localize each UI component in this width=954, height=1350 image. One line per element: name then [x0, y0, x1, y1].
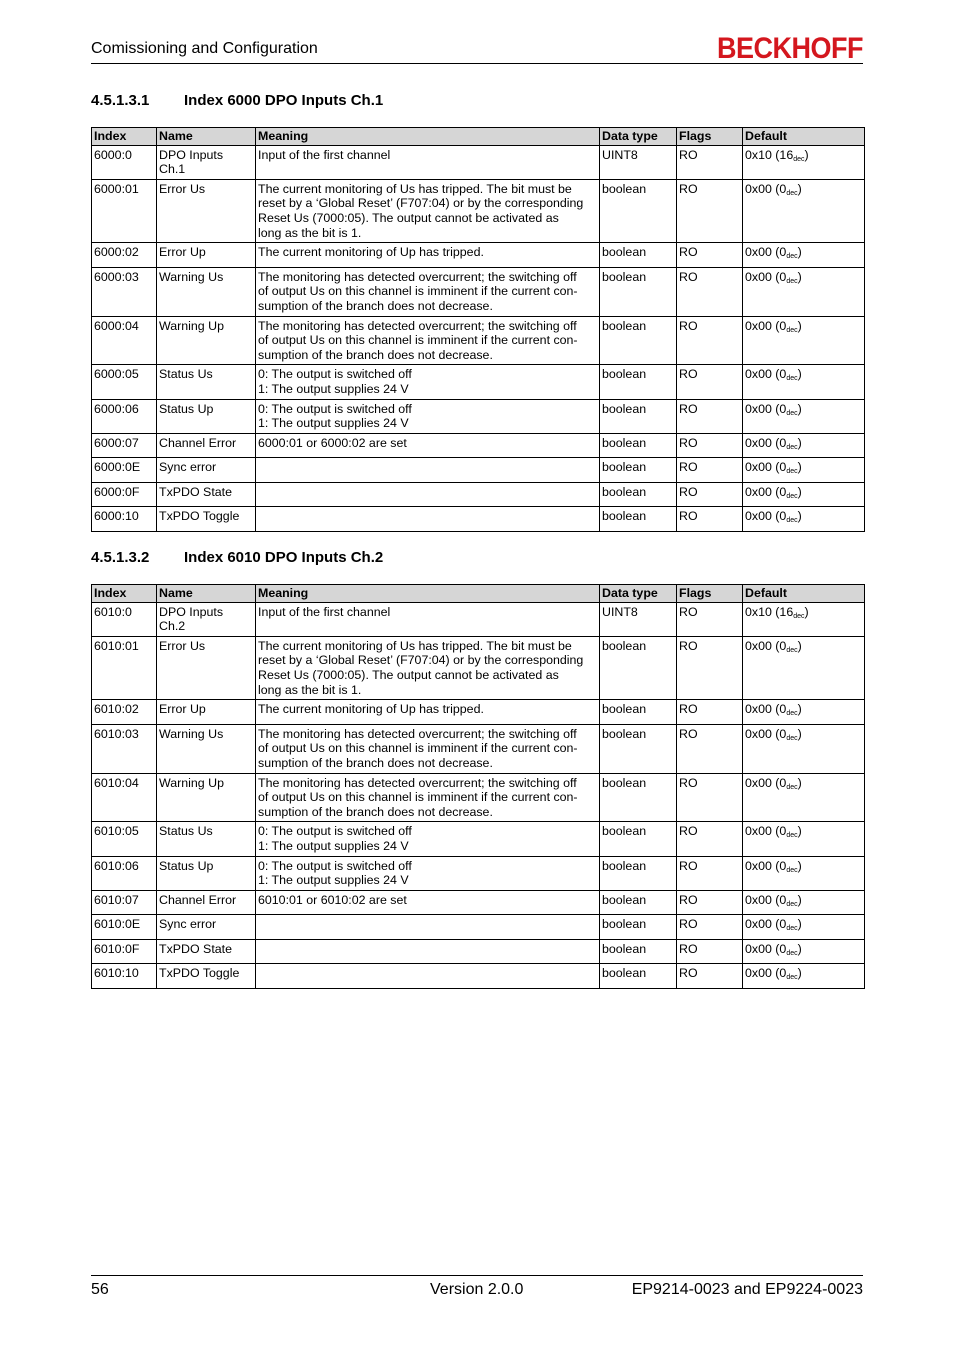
cell-name: Error Us	[157, 636, 256, 699]
cell-data-type: boolean	[600, 365, 677, 399]
cell-meaning: The monitoring has detected overcurrent; the switching off of output Us on this channel is imminent if the current con- sumption of the branch does not decrease.	[256, 724, 600, 773]
cell-index: 6000:05	[92, 365, 157, 399]
section-title: Index 6000 DPO Inputs Ch.1	[184, 92, 384, 109]
table-row	[92, 243, 865, 268]
footer-version: Version 2.0.0	[430, 1281, 524, 1298]
cell-index: 6000:10	[92, 507, 157, 532]
cell-data-type: boolean	[600, 179, 677, 242]
default-value: 0x00 (0	[745, 245, 787, 260]
cell-flags: RO	[677, 822, 743, 856]
cell-data-type: boolean	[600, 482, 677, 507]
cell-default	[743, 636, 865, 699]
cell-flags: RO	[677, 939, 743, 964]
cell-meaning	[256, 482, 600, 507]
default-subscript: dec	[786, 277, 798, 285]
table-row	[92, 365, 865, 399]
cell-meaning: 0: The output is switched off 1: The output supplies 24 V	[256, 856, 600, 890]
cell-index: 6010:01	[92, 636, 157, 699]
cell-data-type: boolean	[600, 399, 677, 433]
default-subscript: dec	[786, 326, 798, 334]
default-subscript: dec	[786, 492, 798, 500]
table-row	[92, 915, 865, 940]
table-row	[92, 145, 865, 179]
cell-index: 6000:01	[92, 179, 157, 242]
default-value: 0x00 (0	[745, 726, 787, 741]
default-subscript: dec	[786, 443, 798, 451]
cell-name: TxPDO Toggle	[157, 507, 256, 532]
cell-name: Channel Error	[157, 890, 256, 915]
cell-data-type: boolean	[600, 267, 677, 316]
cell-data-type: boolean	[600, 822, 677, 856]
cell-index: 6010:07	[92, 890, 157, 915]
cell-name: Warning Us	[157, 267, 256, 316]
cell-name: Warning Up	[157, 316, 256, 365]
cell-meaning	[256, 507, 600, 532]
footer-page-number: 56	[91, 1281, 109, 1298]
default-value: 0x00 (0	[745, 858, 787, 873]
footer-rule	[91, 1275, 863, 1276]
cell-default	[743, 890, 865, 915]
cell-index: 6010:02	[92, 700, 157, 725]
default-subscript: dec	[786, 468, 798, 476]
cell-meaning: 6010:01 or 6010:02 are set	[256, 890, 600, 915]
cell-flags: RO	[677, 964, 743, 989]
default-value: 0x00 (0	[745, 401, 787, 416]
table-row	[92, 964, 865, 989]
cell-flags: RO	[677, 773, 743, 822]
cell-default	[743, 822, 865, 856]
cell-name: TxPDO State	[157, 482, 256, 507]
cell-meaning: The monitoring has detected overcurrent; the switching off of output Us on this channel is imminent if the current con- sumption of the branch does not decrease.	[256, 267, 600, 316]
default-close: )	[797, 892, 802, 907]
default-subscript: dec	[786, 900, 798, 908]
default-close: )	[797, 824, 802, 839]
cell-meaning	[256, 964, 600, 989]
cell-default	[743, 399, 865, 433]
cell-index: 6000:0E	[92, 458, 157, 483]
cell-default	[743, 482, 865, 507]
page-header-title: Comissioning and Configuration	[91, 40, 318, 57]
cell-name: Error Up	[157, 700, 256, 725]
default-value: 0x00 (0	[745, 775, 787, 790]
default-subscript: dec	[793, 612, 805, 620]
cell-name: Status Us	[157, 822, 256, 856]
cell-name: Status Up	[157, 399, 256, 433]
default-subscript: dec	[786, 974, 798, 982]
cell-meaning: 0: The output is switched off 1: The output supplies 24 V	[256, 365, 600, 399]
column-header-flags: Flags	[677, 585, 743, 603]
default-subscript: dec	[786, 253, 798, 261]
table-row	[92, 939, 865, 964]
default-subscript: dec	[786, 710, 798, 718]
cell-flags: RO	[677, 890, 743, 915]
table-row	[92, 724, 865, 773]
cell-index: 6000:07	[92, 433, 157, 458]
cell-data-type: UINT8	[600, 145, 677, 179]
cell-name: DPO Inputs Ch.1	[157, 145, 256, 179]
cell-flags: RO	[677, 602, 743, 636]
default-close: )	[797, 702, 802, 717]
default-close: )	[797, 941, 802, 956]
default-close: )	[797, 966, 802, 981]
cell-meaning: The monitoring has detected overcurrent; the switching off of output Us on this channel is imminent if the current con- sumption of the branch does not decrease.	[256, 316, 600, 365]
cell-index: 6010:0E	[92, 915, 157, 940]
section-heading-1	[91, 92, 383, 109]
cell-name: Sync error	[157, 915, 256, 940]
cell-flags: RO	[677, 507, 743, 532]
default-value: 0x00 (0	[745, 484, 787, 499]
column-header-data-type: Data type	[600, 585, 677, 603]
cell-data-type: boolean	[600, 964, 677, 989]
default-subscript: dec	[786, 409, 798, 417]
cell-flags: RO	[677, 365, 743, 399]
cell-default	[743, 724, 865, 773]
cell-default	[743, 915, 865, 940]
default-subscript: dec	[786, 832, 798, 840]
default-close: )	[797, 367, 802, 382]
default-value: 0x00 (0	[745, 702, 787, 717]
cell-meaning	[256, 915, 600, 940]
default-value: 0x00 (0	[745, 460, 787, 475]
default-subscript: dec	[786, 517, 798, 525]
table-row	[92, 399, 865, 433]
cell-name: Warning Us	[157, 724, 256, 773]
cell-flags: RO	[677, 700, 743, 725]
default-value: 0x00 (0	[745, 435, 787, 450]
table-row	[92, 636, 865, 699]
default-subscript: dec	[793, 155, 805, 163]
default-value: 0x00 (0	[745, 941, 787, 956]
cell-index: 6010:0F	[92, 939, 157, 964]
cell-flags: RO	[677, 458, 743, 483]
cell-index: 6000:02	[92, 243, 157, 268]
section-title: Index 6010 DPO Inputs Ch.2	[184, 549, 384, 566]
default-value: 0x00 (0	[745, 509, 787, 524]
default-value: 0x00 (0	[745, 917, 787, 932]
cell-name: Sync error	[157, 458, 256, 483]
cell-flags: RO	[677, 915, 743, 940]
cell-flags: RO	[677, 243, 743, 268]
cell-meaning: 6000:01 or 6000:02 are set	[256, 433, 600, 458]
cell-index: 6000:0	[92, 145, 157, 179]
default-close: )	[797, 484, 802, 499]
cell-meaning: The current monitoring of Up has tripped.	[256, 700, 600, 725]
cell-index: 6010:03	[92, 724, 157, 773]
default-value: 0x00 (0	[745, 367, 787, 382]
table-row	[92, 458, 865, 483]
cell-data-type: boolean	[600, 243, 677, 268]
cell-name: DPO Inputs Ch.2	[157, 602, 256, 636]
cell-name: Error Us	[157, 179, 256, 242]
cell-data-type: boolean	[600, 636, 677, 699]
default-close: )	[797, 269, 802, 284]
table-row	[92, 433, 865, 458]
cell-default	[743, 700, 865, 725]
default-subscript: dec	[786, 925, 798, 933]
cell-default	[743, 433, 865, 458]
default-close: )	[797, 401, 802, 416]
object-table-6000	[91, 127, 865, 532]
default-subscript: dec	[786, 375, 798, 383]
default-value: 0x00 (0	[745, 269, 787, 284]
section-heading-2	[91, 549, 383, 566]
cell-meaning: Input of the first channel	[256, 602, 600, 636]
default-close: )	[797, 775, 802, 790]
section-number: 4.5.1.3.2	[91, 549, 150, 566]
cell-data-type: boolean	[600, 915, 677, 940]
cell-data-type: boolean	[600, 939, 677, 964]
cell-default	[743, 145, 865, 179]
table-row	[92, 179, 865, 242]
cell-index: 6010:10	[92, 964, 157, 989]
cell-default	[743, 243, 865, 268]
cell-default	[743, 602, 865, 636]
footer-product: EP9214-0023 and EP9224-0023	[631, 1281, 863, 1298]
cell-meaning	[256, 458, 600, 483]
cell-meaning: Input of the first channel	[256, 145, 600, 179]
cell-data-type: boolean	[600, 458, 677, 483]
cell-flags: RO	[677, 482, 743, 507]
default-close: )	[797, 318, 802, 333]
cell-default	[743, 458, 865, 483]
cell-default	[743, 507, 865, 532]
cell-data-type: boolean	[600, 773, 677, 822]
cell-default	[743, 365, 865, 399]
table-row	[92, 482, 865, 507]
column-header-name: Name	[157, 585, 256, 603]
table-header-row	[92, 128, 865, 146]
cell-data-type: boolean	[600, 316, 677, 365]
cell-default	[743, 179, 865, 242]
default-subscript: dec	[786, 189, 798, 197]
table-header-row	[92, 585, 865, 603]
default-close: )	[797, 181, 802, 196]
default-subscript: dec	[786, 734, 798, 742]
cell-index: 6000:04	[92, 316, 157, 365]
cell-default	[743, 773, 865, 822]
default-subscript: dec	[786, 866, 798, 874]
cell-name: TxPDO Toggle	[157, 964, 256, 989]
cell-meaning: The current monitoring of Us has tripped. The bit must be reset by a ‘Global Reset’ (F707:04) or by the corresponding Reset Us (7000:05). The output cannot be activated as long as the bit is 1.	[256, 179, 600, 242]
beckhoff-logo: BECKHOFF	[717, 31, 863, 65]
cell-default	[743, 856, 865, 890]
cell-flags: RO	[677, 267, 743, 316]
cell-flags: RO	[677, 399, 743, 433]
section-number: 4.5.1.3.1	[91, 92, 150, 109]
cell-flags: RO	[677, 179, 743, 242]
cell-index: 6010:05	[92, 822, 157, 856]
cell-data-type: boolean	[600, 890, 677, 915]
default-close: )	[804, 604, 809, 619]
default-value: 0x10 (16	[745, 604, 794, 619]
table-row	[92, 602, 865, 636]
cell-name: Channel Error	[157, 433, 256, 458]
cell-flags: RO	[677, 433, 743, 458]
default-subscript: dec	[786, 949, 798, 957]
default-close: )	[797, 245, 802, 260]
cell-name: Error Up	[157, 243, 256, 268]
cell-flags: RO	[677, 636, 743, 699]
default-value: 0x00 (0	[745, 318, 787, 333]
cell-data-type: boolean	[600, 433, 677, 458]
cell-index: 6010:04	[92, 773, 157, 822]
cell-name: Warning Up	[157, 773, 256, 822]
cell-flags: RO	[677, 145, 743, 179]
default-value: 0x10 (16	[745, 147, 794, 162]
cell-index: 6000:0F	[92, 482, 157, 507]
default-value: 0x00 (0	[745, 892, 787, 907]
cell-meaning: 0: The output is switched off 1: The output supplies 24 V	[256, 399, 600, 433]
column-header-index: Index	[92, 585, 157, 603]
table-row	[92, 890, 865, 915]
cell-default	[743, 267, 865, 316]
cell-data-type: UINT8	[600, 602, 677, 636]
cell-meaning: The current monitoring of Us has tripped. The bit must be reset by a ‘Global Reset’ (F707:04) or by the corresponding Reset Us (7000:05). The output cannot be activated as long as the bit is 1.	[256, 636, 600, 699]
cell-data-type: boolean	[600, 724, 677, 773]
cell-default	[743, 939, 865, 964]
cell-data-type: boolean	[600, 856, 677, 890]
column-header-default: Default	[743, 585, 865, 603]
column-header-flags: Flags	[677, 128, 743, 146]
table-row	[92, 507, 865, 532]
default-close: )	[797, 726, 802, 741]
default-close: )	[797, 509, 802, 524]
column-header-default: Default	[743, 128, 865, 146]
cell-flags: RO	[677, 724, 743, 773]
default-close: )	[804, 147, 809, 162]
cell-meaning: The monitoring has detected overcurrent; the switching off of output Us on this channel is imminent if the current con- sumption of the branch does not decrease.	[256, 773, 600, 822]
cell-name: Status Us	[157, 365, 256, 399]
default-close: )	[797, 460, 802, 475]
default-subscript: dec	[786, 646, 798, 654]
column-header-meaning: Meaning	[256, 128, 600, 146]
cell-index: 6010:06	[92, 856, 157, 890]
column-header-data-type: Data type	[600, 128, 677, 146]
column-header-name: Name	[157, 128, 256, 146]
cell-flags: RO	[677, 316, 743, 365]
object-table-6010	[91, 584, 865, 989]
column-header-meaning: Meaning	[256, 585, 600, 603]
cell-index: 6010:0	[92, 602, 157, 636]
table-row	[92, 773, 865, 822]
table-row	[92, 700, 865, 725]
cell-index: 6000:03	[92, 267, 157, 316]
table-row	[92, 316, 865, 365]
cell-data-type: boolean	[600, 507, 677, 532]
default-close: )	[797, 638, 802, 653]
default-close: )	[797, 858, 802, 873]
cell-name: TxPDO State	[157, 939, 256, 964]
cell-meaning	[256, 939, 600, 964]
cell-flags: RO	[677, 856, 743, 890]
default-value: 0x00 (0	[745, 966, 787, 981]
cell-default	[743, 964, 865, 989]
table-row	[92, 267, 865, 316]
default-close: )	[797, 917, 802, 932]
default-value: 0x00 (0	[745, 638, 787, 653]
cell-meaning: The current monitoring of Up has tripped.	[256, 243, 600, 268]
cell-name: Status Up	[157, 856, 256, 890]
table-row	[92, 822, 865, 856]
default-close: )	[797, 435, 802, 450]
table-row	[92, 856, 865, 890]
default-value: 0x00 (0	[745, 181, 787, 196]
default-subscript: dec	[786, 783, 798, 791]
cell-default	[743, 316, 865, 365]
cell-data-type: boolean	[600, 700, 677, 725]
cell-meaning: 0: The output is switched off 1: The output supplies 24 V	[256, 822, 600, 856]
header-rule	[91, 63, 863, 64]
default-value: 0x00 (0	[745, 824, 787, 839]
cell-index: 6000:06	[92, 399, 157, 433]
column-header-index: Index	[92, 128, 157, 146]
